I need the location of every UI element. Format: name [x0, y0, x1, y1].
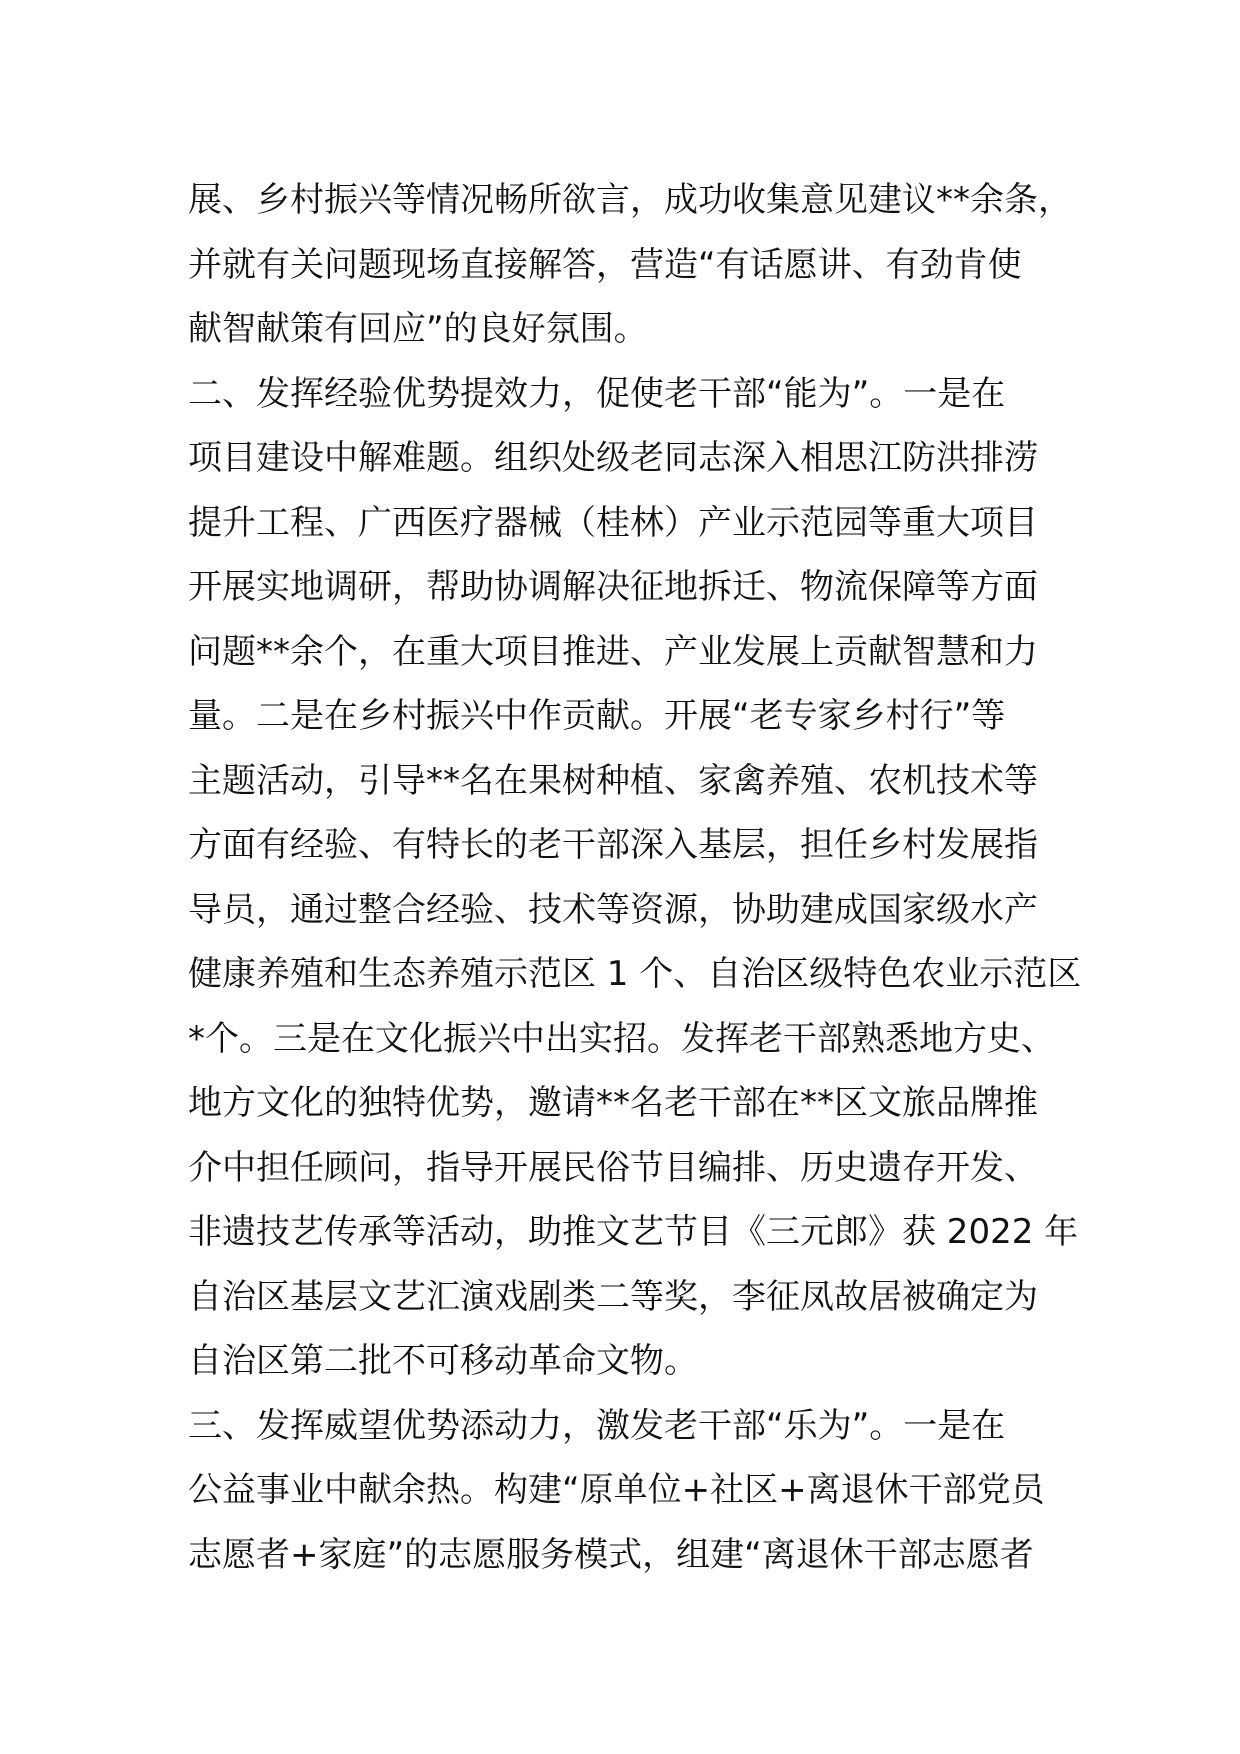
text-line: 献智献策有回应”的良好氛围。	[188, 309, 648, 349]
text-line: 提升工程、广西医疗器械（桂林）产业示范园等重大项目	[188, 502, 1038, 543]
text-line: 并就有关问题现场直接解答，营造“有话愿讲、有劲肯使	[188, 244, 1022, 285]
text-line: 地方文化的独特优势，邀请**名老干部在**区文旅品牌推	[188, 1083, 1038, 1123]
document-body	[188, 168, 1082, 1587]
text-line: 三、发挥威望优势添动力，激发老干部“乐为”。一是在	[188, 1405, 1006, 1446]
text-line: 二、发挥经验优势提效力，促使老干部“能为”。一是在	[188, 373, 1006, 414]
text-line: 导员，通过整合经验、技术等资源，协助建成国家级水产	[188, 889, 1038, 930]
text-line: 开展实地调研，帮助协调解决征地拆迁、物流保障等方面	[188, 567, 1038, 607]
text-line: 非遗技艺传承等活动，助推文艺节目《三元郎》获 2022 年	[188, 1212, 1079, 1252]
text-line: 介中担任顾问，指导开展民俗节目编排、历史遗存开发、	[188, 1147, 1038, 1188]
text-line: 自治区第二批不可移动革命文物。	[188, 1341, 698, 1381]
text-line: 展、乡村振兴等情况畅所欲言，成功收集意见建议**余条，	[188, 180, 1072, 220]
text-line: 自治区基层文艺汇演戏剧类二等奖，李征凤故居被确定为	[188, 1276, 1038, 1317]
text-line: 项目建设中解难题。组织处级老同志深入相思江防洪排涝	[188, 438, 1038, 478]
text-line: 问题**余个，在重大项目推进、产业发展上贡献智慧和力	[188, 631, 1038, 672]
text-line: 健康养殖和生态养殖示范区 1 个、自治区级特色农业示范区	[188, 954, 1082, 994]
text-line: 方面有经验、有特长的老干部深入基层，担任乡村发展指	[188, 825, 1038, 865]
text-line: 志愿者+家庭”的志愿服务模式，组建“离退休干部志愿者	[188, 1534, 1034, 1575]
text-line: 公益事业中献余热。构建“原单位+社区+离退休干部党员	[188, 1470, 1045, 1510]
text-line: 主题活动，引导**名在果树种植、家禽养殖、农机技术等	[188, 760, 1038, 801]
text-line: 量。二是在乡村振兴中作贡献。开展“老专家乡村行”等	[188, 696, 1006, 736]
text-line: *个。三是在文化振兴中出实招。发挥老干部熟悉地方史、	[188, 1018, 1055, 1059]
